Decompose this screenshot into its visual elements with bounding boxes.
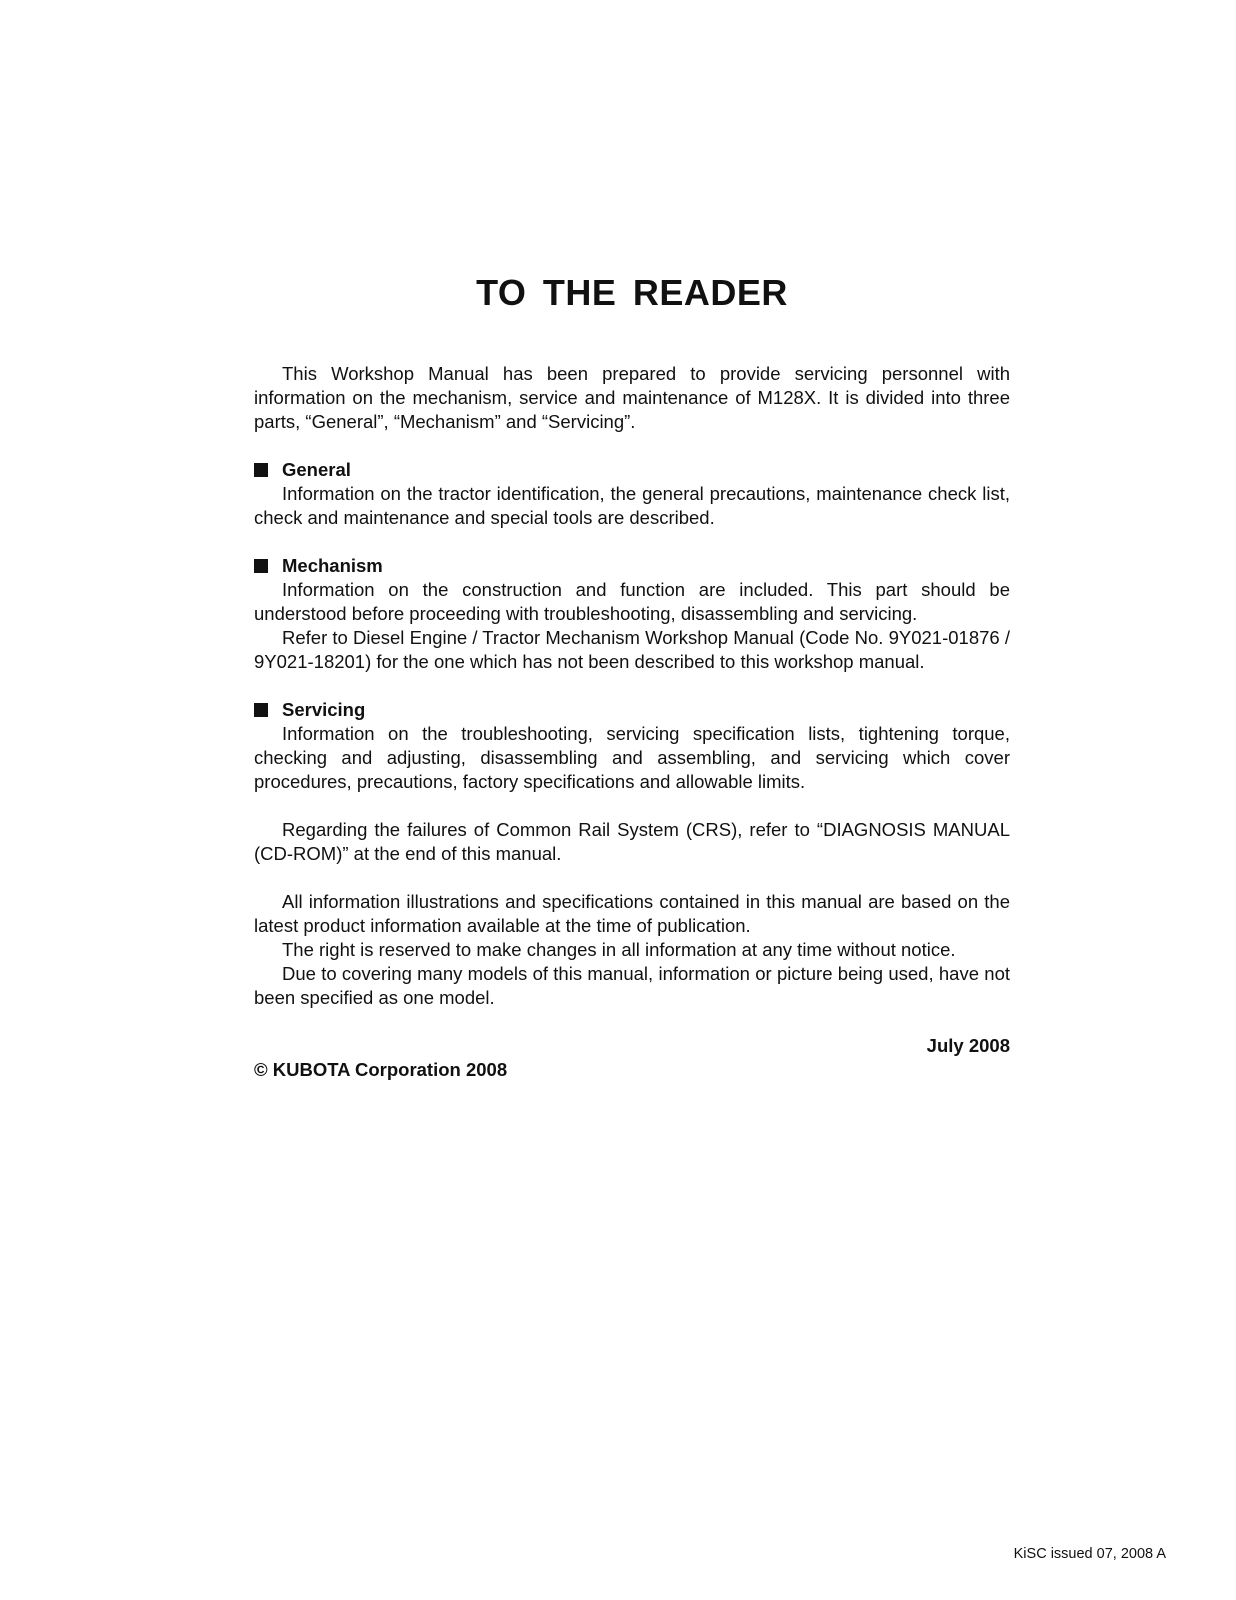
intro-block bbox=[254, 362, 1010, 434]
section-paragraph: Information on the tractor identification, the general precautions, maintenance check list, check and maintenance and special tools are described. bbox=[254, 483, 1010, 528]
document-body bbox=[254, 362, 1010, 1082]
publication-date: July 2008 bbox=[926, 1035, 1010, 1056]
section-general bbox=[254, 458, 1010, 530]
footer-issue-code: KiSC issued 07, 2008 A bbox=[1013, 1546, 1166, 1562]
square-bullet-icon bbox=[254, 463, 268, 477]
crs-note-paragraph: Regarding the failures of Common Rail System (CRS), refer to “DIAGNOSIS MANUAL (CD-ROM)” at the end of this manual. bbox=[254, 819, 1010, 864]
notice-paragraph: Due to covering many models of this manual, information or picture being used, have not been specified as one model. bbox=[254, 963, 1010, 1008]
notice-paragraph: The right is reserved to make changes in all information at any time without notice. bbox=[282, 939, 956, 960]
intro-paragraph: This Workshop Manual has been prepared to provide servicing personnel with information on the mechanism, service and maintenance of M128X. It is divided into three parts, “General”, “Mechanism” and “Servicing”. bbox=[254, 363, 1010, 432]
section-heading-mechanism bbox=[254, 554, 1010, 578]
crs-note-block bbox=[254, 818, 1010, 866]
section-servicing bbox=[254, 698, 1010, 794]
section-heading-servicing bbox=[254, 698, 1010, 722]
notices-block bbox=[254, 890, 1010, 1010]
copyright-notice: © KUBOTA Corporation 2008 bbox=[254, 1059, 508, 1080]
section-heading-general bbox=[254, 458, 1010, 482]
square-bullet-icon bbox=[254, 703, 268, 717]
section-heading-label: Mechanism bbox=[282, 555, 383, 576]
section-paragraph: Refer to Diesel Engine / Tractor Mechanism Workshop Manual (Code No. 9Y021-01876 / 9Y021-18201) for the one which has not been described to this workshop manual. bbox=[254, 627, 1010, 672]
section-heading-label: General bbox=[282, 459, 351, 480]
section-paragraph: Information on the construction and function are included. This part should be understood before proceeding with troubleshooting, disassembling and servicing. bbox=[254, 579, 1010, 624]
page-title: TO THE READER bbox=[476, 272, 788, 313]
notice-paragraph: All information illustrations and specifications contained in this manual are based on the latest product information available at the time of publication. bbox=[254, 891, 1010, 936]
section-paragraph: Information on the troubleshooting, servicing specification lists, tightening torque, checking and adjusting, disassembling and assembling, and servicing which cover procedures, precautions, factory specifications and allowable limits. bbox=[254, 723, 1010, 792]
square-bullet-icon bbox=[254, 559, 268, 573]
section-mechanism bbox=[254, 554, 1010, 674]
section-heading-label: Servicing bbox=[282, 699, 366, 720]
